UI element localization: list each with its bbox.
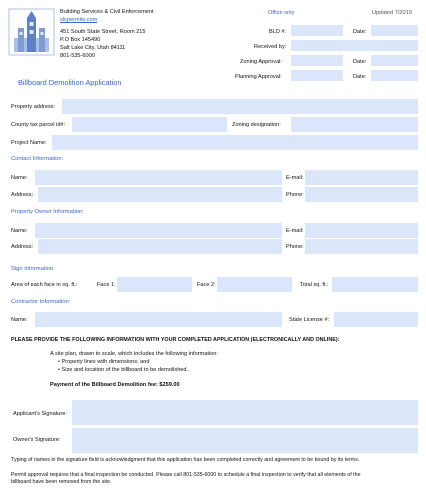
project-name-label: Project Name:: [11, 140, 47, 146]
signature-acknowledgment: Typing of names in the signature field is acknowledgment that this application has been completed correctly and agreement to be bound by its terms.: [11, 457, 360, 463]
owner-heading: Property Owner Information:: [11, 209, 84, 215]
contact-phone-field[interactable]: [305, 187, 418, 202]
inspection-note-line-2: billboard have been removed from the site.: [11, 479, 112, 485]
owner-signature-field[interactable]: [72, 428, 418, 453]
contractor-name-label: Name:: [11, 317, 28, 323]
applicant-signature-field[interactable]: [72, 400, 418, 425]
zoning-date-label: Date:: [353, 59, 367, 65]
dept-name: Building Services & Civil Enforcement: [60, 9, 154, 15]
site-plan-intro: A site plan, drawn to scale, which includes the following information:: [50, 351, 218, 357]
zoning-designation-field[interactable]: [291, 117, 418, 132]
zoning-approval-label: Zoning Approval:: [240, 59, 282, 65]
website-link[interactable]: slcpermits.com: [60, 17, 98, 23]
planning-approval-label: Planning Approval:: [235, 74, 282, 80]
bld-field[interactable]: [291, 25, 343, 36]
owner-phone-field[interactable]: [305, 239, 418, 254]
received-field[interactable]: [291, 40, 418, 51]
contact-name-field[interactable]: [35, 170, 282, 185]
license-field[interactable]: [334, 312, 418, 327]
owner-name-field[interactable]: [35, 223, 282, 238]
owner-email-field[interactable]: [305, 223, 418, 238]
property-address-field[interactable]: [62, 99, 418, 114]
owner-email-label: E-mail:: [286, 228, 304, 234]
contact-heading: Contact Information:: [11, 156, 64, 162]
bullet-2: • Size and location of the billboard to be demolished.: [58, 367, 189, 373]
property-address-label: Property address:: [11, 104, 56, 110]
bullet-1: • Property lines with dimensions; and: [58, 359, 150, 365]
owner-signature-label: Owner's Signature:: [13, 437, 61, 443]
bullet-2-text: Size and location of the billboard to be demolished.: [61, 367, 189, 373]
bullet-1-text: Property lines with dimensions; and: [61, 359, 150, 365]
planning-date-label: Date:: [353, 74, 367, 80]
planning-approval-field[interactable]: [291, 70, 343, 81]
owner-address-field[interactable]: [38, 239, 282, 254]
tax-id-label: County tax parcel id#:: [11, 122, 66, 128]
city-logo: [8, 8, 55, 56]
received-label: Received by:: [254, 44, 287, 50]
inspection-note-line-1: Permit approval requires that a final inspection be conducted. Please call 801-535-6000 to schedule a final inspection to verify that all elements of the: [11, 472, 361, 478]
contact-phone-label: Phone:: [286, 192, 304, 198]
zoning-date-field[interactable]: [371, 55, 418, 66]
office-only-label: Office only: [268, 10, 295, 16]
zoning-designation-label: Zoning designation:: [232, 122, 281, 128]
owner-name-label: Name:: [11, 228, 28, 234]
face2-field[interactable]: [217, 277, 292, 292]
bld-date-label: Date:: [353, 29, 367, 35]
contact-address-field[interactable]: [38, 187, 282, 202]
address-line-3: Salt Lake City, Utah 84111: [60, 45, 126, 51]
contractor-heading: Contractor Information:: [11, 299, 71, 305]
owner-phone-label: Phone:: [286, 244, 304, 250]
owner-address-label: Address:: [11, 244, 34, 250]
face2-label: Face 2:: [197, 282, 216, 288]
contractor-name-field[interactable]: [35, 312, 282, 327]
total-sqft-field[interactable]: [332, 277, 418, 292]
face1-label: Face 1:: [97, 282, 116, 288]
total-sqft-label: Total sq. ft.:: [300, 282, 329, 288]
contact-address-label: Address:: [11, 192, 34, 198]
project-name-field[interactable]: [52, 135, 418, 150]
contact-name-label: Name:: [11, 175, 28, 181]
tax-id-field[interactable]: [72, 117, 227, 132]
bld-date-field[interactable]: [371, 25, 418, 36]
form-title: Billboard Demolition Application: [18, 78, 122, 87]
applicant-signature-label: Applicant's Signature:: [13, 411, 67, 417]
contact-email-label: E-mail:: [286, 175, 304, 181]
address-line-2: P.O Box 145490: [60, 37, 101, 43]
face1-field[interactable]: [117, 277, 192, 292]
sign-area-label: Area of each face in sq. ft.:: [11, 282, 78, 288]
fee-note: Payment of the Billboard Demolition fee: $259.00: [50, 382, 180, 388]
zoning-approval-field[interactable]: [291, 55, 343, 66]
bld-label: BLD #:: [269, 29, 287, 35]
instructions-heading: PLEASE PROVIDE THE FOLLOWING INFORMATION WITH YOUR COMPLETED APPLICATION (ELECTRONICALLY AND ONLINE):: [11, 337, 340, 343]
address-line-1: 451 South State Street, Room 215: [60, 29, 146, 35]
sign-heading: Sign Information:: [11, 266, 55, 272]
updated-label: Updated 7/2019: [372, 10, 412, 16]
planning-date-field[interactable]: [371, 70, 418, 81]
phone-number: 801-535-6000: [60, 53, 95, 59]
contact-email-field[interactable]: [305, 170, 418, 185]
license-label: State License #:: [289, 317, 330, 323]
